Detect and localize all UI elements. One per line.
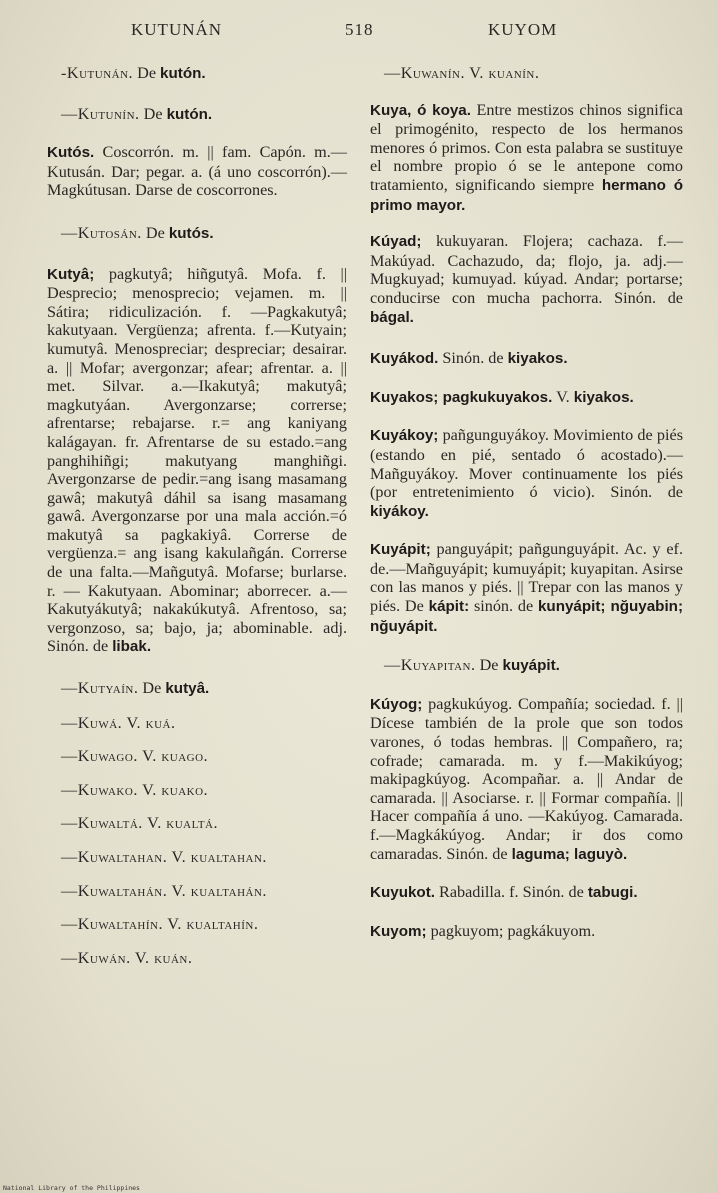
- dictionary-entry: —Kuwaltahan. V. kualtahan.: [61, 848, 267, 866]
- dictionary-entry: —Kuwá. V. kuá.: [61, 713, 176, 732]
- header-left-guideword: KUTUNÁN: [131, 20, 223, 39]
- dictionary-entry: -Kutunán. De kutón.: [61, 64, 206, 82]
- dictionary-entry: —Kuwago. V. kuago.: [61, 747, 209, 766]
- dictionary-entry: Kutós. Coscorrón. m. || fam. Capón. m.—Kutusán. Dar; pegar. a. (á uno coscorrón).—Magkútusan. Darse de coscorrones.: [47, 143, 347, 200]
- dictionary-entry: Kuyukot. Rabadilla. f. Sinón. de tabugi.: [370, 883, 638, 902]
- library-credit: National Library of the Philippines: [3, 1184, 140, 1192]
- dictionary-entry: —Kuwán. V. kuán.: [61, 948, 193, 967]
- dictionary-entry: —Kutunín. De kutón.: [61, 104, 213, 123]
- running-header: [0, 20, 718, 46]
- left-column: [47, 60, 347, 967]
- dictionary-entry: —Kuwaltá. V. kualtá.: [61, 814, 219, 833]
- dictionary-entry: Kuya, ó koya. Entre mestizos chinos significa el primogénito, respecto de los hermanos menores ó primos. Con esta palabra se sustituye el nombre propio ó se le antepone como tratamiento, significando siempre hermano ó primo mayor.: [370, 100, 683, 214]
- dictionary-entry: Kuyakos; pagkukuyakos. V. kiyakos.: [370, 387, 634, 406]
- dictionary-entry: Kuyápit; panguyápit; pañgunguyápit. Ac. y ef. de.—Mañguyápit; kumuyápit; kuyapitan. Asirse con las manos y piés. || Trepar con las manos y piés. De kápit: sinón. de kunyápit; nğuyabin; nğuyápit.: [370, 540, 684, 635]
- dictionary-entry: —Kuwaltahín. V. kualtahín.: [61, 915, 259, 934]
- header-right-guideword: KUYOM: [488, 20, 558, 39]
- dictionary-entry: —Kutosán. De kutós.: [61, 223, 214, 242]
- dictionary-entry: —Kutyaín. De kutyâ.: [61, 679, 210, 698]
- dictionary-entry: —Kuyapitan. De kuyápit.: [384, 656, 560, 675]
- dictionary-entry: Kuyákod. Sinón. de kiyakos.: [370, 349, 568, 368]
- dictionary-entry: Kúyad; kukuyaran. Flojera; cachaza. f.—Makúyad. Cachazudo, da; flojo, ja. adj.—Mugkuyad; kumuyad. kúyad. Andar; portarse; conducirse con mucha pachorra. Sinón. de bágal.: [370, 232, 683, 326]
- dictionary-entry: Kuyákoy; pañgunguyákoy. Movimiento de piés (estando en pié, sentado ó acostado).—Mañguyákoy. Mover continuamente los piés (por entretenimiento ó vicio). Sinón. de kiyákoy.: [370, 426, 683, 520]
- dictionary-entry: Kutyâ; pagkutyâ; hiñgutyâ. Mofa. f. || Desprecio; menosprecio; vejamen. m. || Sátira; ridiculización. f. —Pagkakutyâ; kakutyaan. Vergüenza; afrenta. f.—Kutyain; kumutyâ. Menospreciar; despreciar; desairar. a. || Mofar; avergonzar; afear; afrentar. a. || met. Silvar. a.—Ikakutyâ; makutyâ; magkutyáan. Avergonzarse; correrse; afrentarse; rebajarse. r.= ang kaniyang kalágayan. fr. Afrentarse de su estado.=ang panghihiñgi; makutyang manghiñgi. Avergonzarse de pedir.=ang isang masamang gawâ; makutyâ dáhil sa isang masamang gawâ. Avergonzarse por una mala acción.=ó makutyâ sa pagkakiyâ. Correrse de vergüenza.= ang isang kakulañgán. Correrse de una falta.—Mañgutyâ. Mofarse; burlarse. r. — Kakutyaan. Abominar; aborrecer. a.—Kakutyákutyâ; nakakúkutyâ. Afrentoso, sa; vergonzoso, sa; bajo, ja; abominable. adj. Sinón. de libak.: [47, 264, 347, 656]
- dictionary-entry: Kúyog; pagkukúyog. Compañía; sociedad. f. || Dícese también de la prole que son todos varones, ó todas hembras. || Compañero, ra; cofrade; camarada. m. y f.—Makikúyog; makipagkúyog. Acompañar. a. || Andar de camarada. || Asociarse. r. || Formar compañía. || Hacer compañía á uno. —Kakúyog. Camarada. f.—Magkákúyog. Andar; ir dos como camaradas. Sinón. de laguma; laguyò.: [370, 694, 683, 863]
- right-column: [370, 60, 683, 941]
- dictionary-entry: Kuyom; pagkuyom; pagkákuyom.: [370, 921, 596, 940]
- dictionary-entry: —Kuwako. V. kuako.: [61, 780, 209, 799]
- dictionary-entry: —Kuwaltahán. V. kualtahán.: [61, 881, 267, 900]
- dictionary-entry: —Kuwanín. V. kuanín.: [384, 64, 540, 82]
- page-number: 518: [345, 20, 374, 39]
